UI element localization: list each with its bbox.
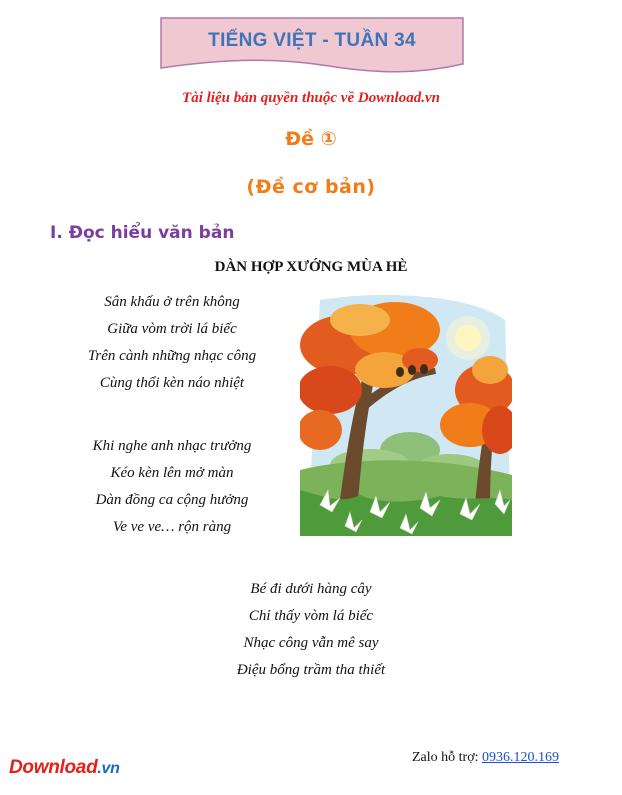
zalo-label: Zalo hỗ trợ: — [412, 750, 482, 765]
poem-line: Giữa vòm trời lá biếc — [107, 321, 237, 337]
poem-line: Sân khấu ở trên không — [104, 294, 240, 310]
poem-line: Cùng thổi kèn náo nhiệt — [99, 375, 245, 391]
page-title: TIẾNG VIỆT - TUẦN 34 — [208, 30, 416, 51]
download-logo[interactable] — [9, 757, 120, 779]
summer-tree-illustration — [300, 290, 512, 536]
poem-stanza-2 — [22, 433, 322, 541]
copyright-notice: Tài liệu bản quyền thuộc về Download.vn — [182, 90, 440, 106]
logo-suffix-text: .vn — [97, 760, 120, 777]
poem-line: Bé đi dưới hàng cây — [250, 581, 372, 597]
title-banner — [159, 16, 465, 76]
poem-line: Ve ve ve… rộn ràng — [112, 519, 232, 535]
poem-line: Dàn đồng ca cộng hưởng — [95, 492, 249, 508]
poem-line: Khi nghe anh nhạc trưởng — [92, 438, 252, 454]
poem-stanza-3 — [161, 576, 461, 684]
exam-subtitle: (Đề cơ bản) — [246, 176, 376, 198]
poem-stanza-1 — [22, 289, 322, 397]
poem-line: Chỉ thấy vòm lá biếc — [248, 608, 374, 624]
zalo-phone-link[interactable]: 0936.120.169 — [482, 750, 559, 765]
logo-main-text: Download — [9, 757, 98, 778]
poem-line: Điệu bổng trầm tha thiết — [236, 662, 386, 678]
poem-line: Trên cành những nhạc công — [87, 348, 257, 364]
section-heading: I. Đọc hiểu văn bản — [50, 223, 235, 243]
poem-line: Kéo kèn lên mở màn — [110, 465, 234, 481]
poem-line: Nhạc công vẫn mê say — [243, 635, 379, 651]
poem-title: DÀN HỢP XƯỚNG MÙA HÈ — [214, 259, 408, 275]
zalo-support — [412, 750, 559, 766]
exam-title: Đề ① — [285, 128, 337, 150]
